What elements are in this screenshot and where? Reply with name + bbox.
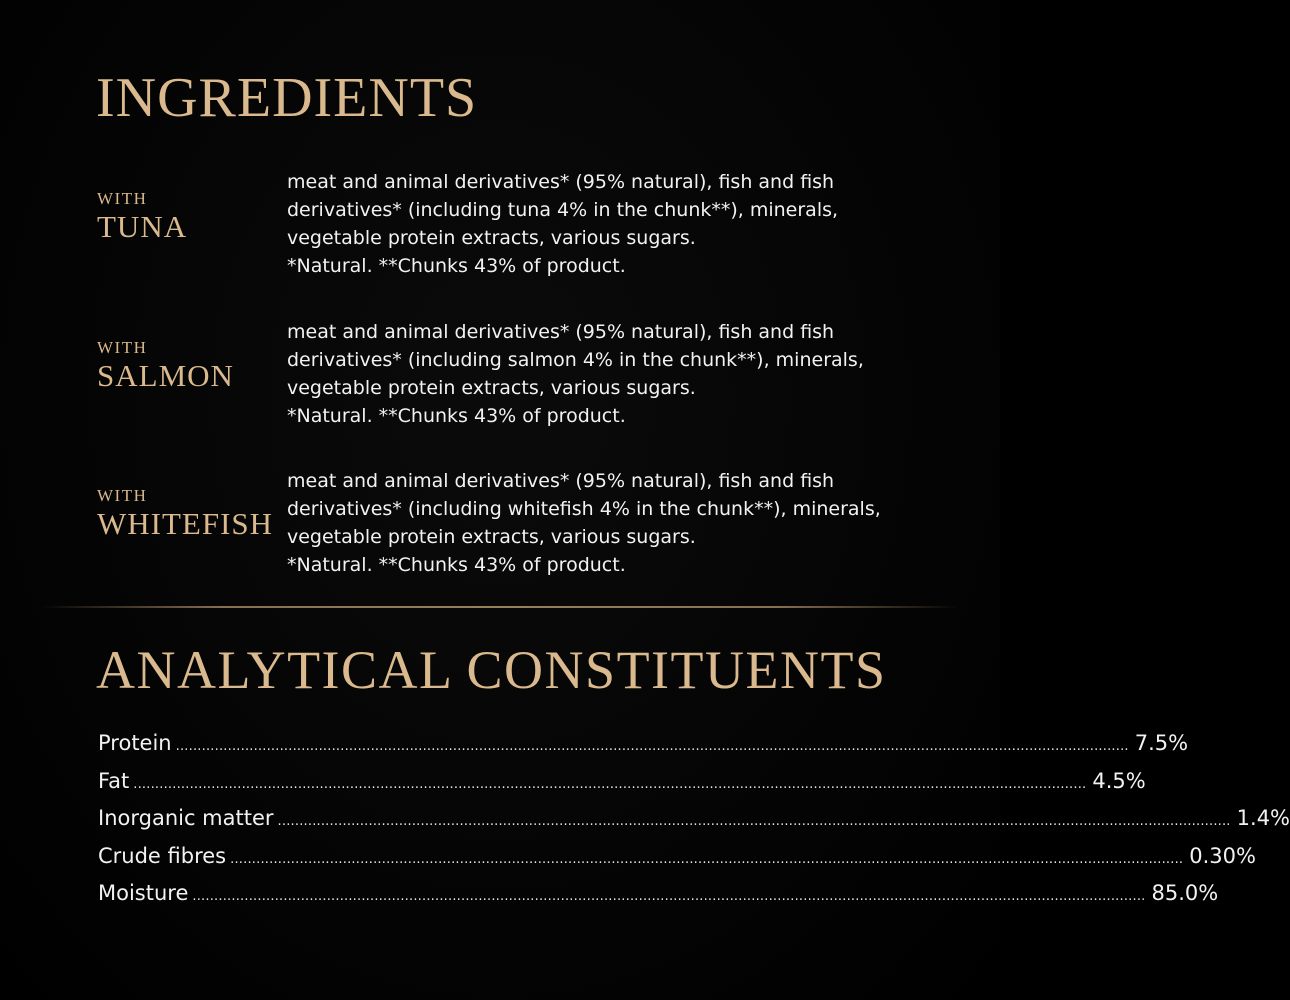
constituent-name: Protein [98,731,172,755]
constituent-row-moisture [98,881,1219,919]
variant-with-label: WITH [97,338,148,357]
analytical-constituents-heading: ANALYTICAL CONSTITUENTS [96,640,887,700]
variant-label [97,487,273,539]
constituent-value: 7.5% [1134,731,1189,755]
ingredients-text-line: derivatives* (including salmon 4% in the chunk**), minerals, [287,349,864,371]
constituent-name: Fat [98,768,130,793]
dot-leader: ............................................................................................................................................................................................................................ [230,851,1184,867]
constituent-name: Moisture [98,881,189,905]
ingredients-text-line: vegetable protein extracts, various sugars. [287,377,696,399]
constituents-list [98,731,1290,919]
dot-leader: ............................................................................................................................................................................................................................ [175,739,1129,754]
ingredients-footnote: *Natural. **Chunks 43% of product. [287,554,626,576]
ingredients-footnote: *Natural. **Chunks 43% of product. [287,255,626,277]
constituent-name: Crude fibres [98,843,227,868]
variant-name: WHITEFISH [97,506,274,541]
ingredients-text-line: derivatives* (including tuna 4% in the chunk**), minerals, [287,199,839,221]
ingredients-text-line: meat and animal derivatives* (95% natural), fish and fish [287,171,835,193]
ingredients-text-line: derivatives* (including whitefish 4% in the chunk**), minerals, [287,498,881,520]
dot-leader: ............................................................................................................................................................................................................................ [192,889,1146,904]
ingredients-text [287,467,947,579]
ingredients-heading: INGREDIENTS [96,67,478,129]
variant-label [97,339,234,391]
ingredients-text-line: meat and animal derivatives* (95% natural), fish and fish [287,321,835,343]
ingredients-text-line: vegetable protein extracts, various sugars. [287,227,696,249]
ingredients-text-line: meat and animal derivatives* (95% natural), fish and fish [287,470,835,492]
constituent-value: 85.0% [1151,881,1219,905]
variant-with-label: WITH [97,486,148,505]
ingredients-text-line: vegetable protein extracts, various sugars. [287,526,696,548]
variant-name: TUNA [97,209,188,244]
ingredients-footnote: *Natural. **Chunks 43% of product. [287,405,626,427]
ingredients-text [287,168,947,280]
constituent-row-crude-fibres [98,843,1256,882]
dot-leader: ............................................................................................................................................................................................................................ [133,776,1087,792]
constituent-value: 4.5% [1092,768,1146,793]
dot-leader: ............................................................................................................................................................................................................................ [277,814,1231,829]
constituent-value: 0.30% [1189,843,1256,868]
variant-name: SALMON [97,358,234,393]
constituent-row-protein [98,731,1189,769]
constituent-row-fat [98,768,1146,807]
constituent-row-inorganic-matter [98,806,1290,844]
variant-with-label: WITH [97,189,148,208]
constituent-value: 1.4% [1236,806,1290,830]
ingredients-text [287,318,947,430]
section-divider [40,606,960,608]
constituent-name: Inorganic matter [98,806,274,830]
variant-label [97,190,187,242]
